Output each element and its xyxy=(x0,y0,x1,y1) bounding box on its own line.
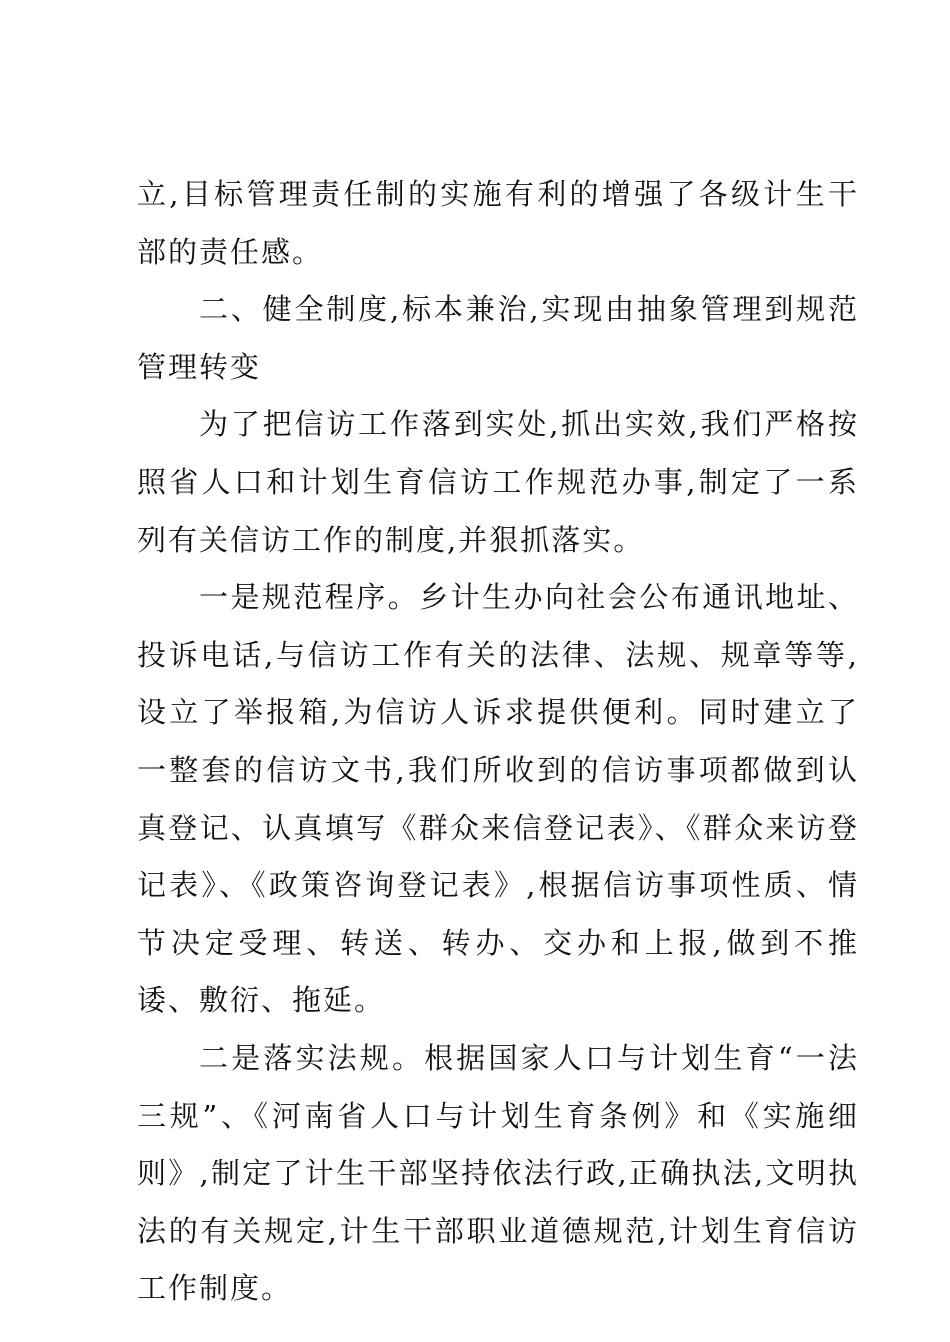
paragraph-regulations: 二是落实法规。根据国家人口与计划生育“一法三规”、《河南省人口与计划生育条例》和《实施细则》,制定了计生干部坚持依法行政,正确执法,文明执法的有关规定,计生干部职业道德规范,计划生育信访工作制度。 xyxy=(137,1040,859,1306)
document-body xyxy=(137,166,859,1318)
paragraph-intro: 为了把信访工作落到实处,抓出实效,我们严格按照省人口和计划生育信访工作规范办事,制定了一系列有关信访工作的制度,并狠抓落实。 xyxy=(137,407,859,557)
paragraph-procedure: 一是规范程序。乡计生办向社会公布通讯地址、投诉电话,与信访工作有关的法律、法规、规章等等,设立了举报箱,为信访人诉求提供便利。同时建立了一整套的信访文书,我们所收到的信访事项都做到认真登记、认真填写《群众来信登记表》、《群众来访登记表》、《政策咨询登记表》,根据信访事项性质、情节决定受理、转送、转办、交办和上报,做到不推诿、敷衍、拖延。 xyxy=(137,580,859,1018)
paragraph-continuation: 立,目标管理责任制的实施有利的增强了各级计生干部的责任感。 xyxy=(137,177,859,269)
section-heading: 二、健全制度,标本兼治,实现由抽象管理到规范管理转变 xyxy=(137,292,859,384)
